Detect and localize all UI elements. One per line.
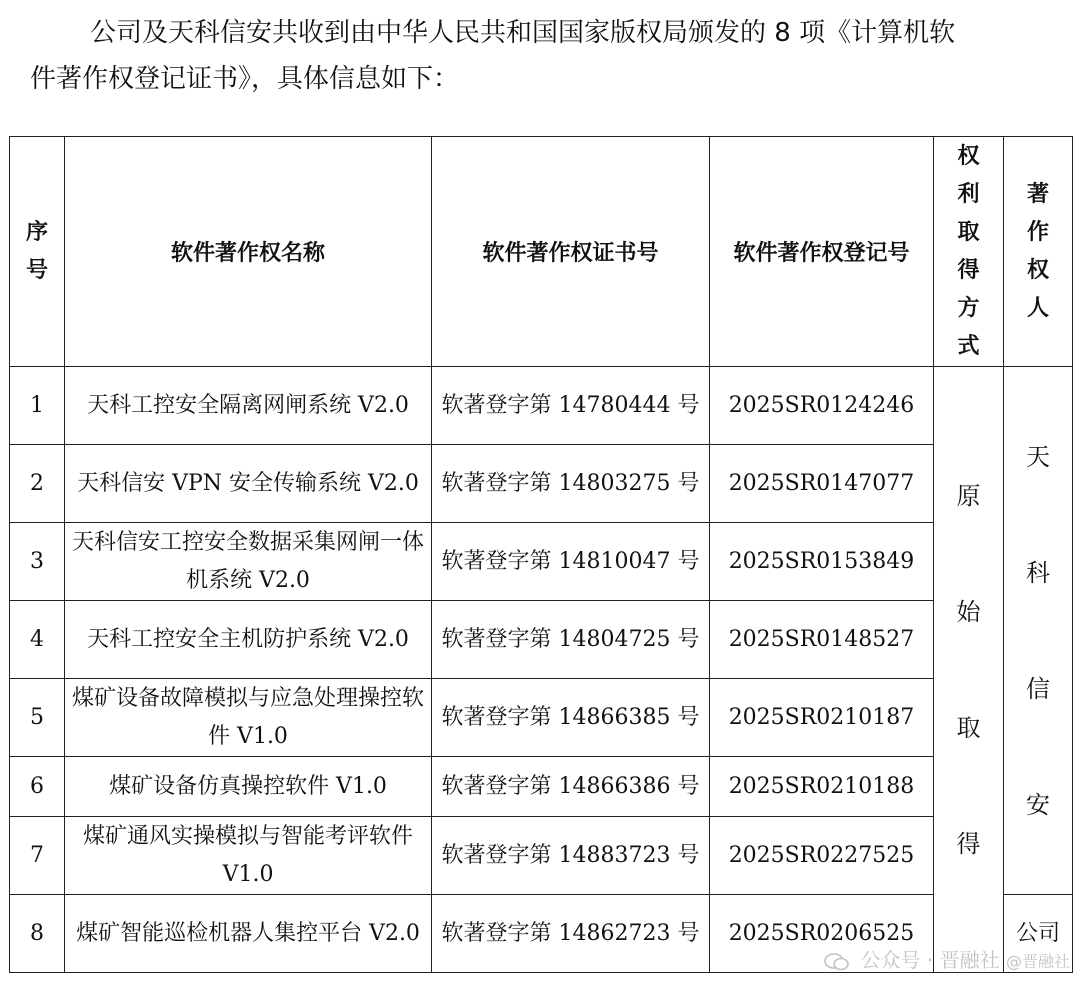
header-owner: 著 作 权 人	[1004, 137, 1073, 367]
header-reg-no: 软件著作权登记号	[710, 137, 934, 367]
row-cert-no: 软著登字第 14862723 号	[432, 895, 710, 973]
intro-line-2: 件著作权登记证书》，具体信息如下：	[30, 64, 460, 94]
table-row	[10, 601, 1073, 679]
row-name: 煤矿设备故障模拟与应急处理操控软件 V1.0	[65, 679, 432, 757]
row-reg-no: 2025SR0148527	[710, 601, 934, 679]
row-reg-no: 2025SR0206525	[710, 895, 934, 973]
table-header-row	[10, 137, 1073, 367]
table-row	[10, 367, 1073, 445]
table-row	[10, 445, 1073, 523]
row-index: 2	[10, 445, 65, 523]
row-index: 8	[10, 895, 65, 973]
row-reg-no: 2025SR0227525	[710, 817, 934, 895]
watermark	[824, 944, 1070, 973]
table-row	[10, 523, 1073, 601]
row-index: 3	[10, 523, 65, 601]
intro-paragraph	[30, 10, 1060, 102]
owner-cell: 天 科 信 安	[1004, 367, 1073, 895]
owner-row8-cell: 公司	[1004, 895, 1073, 973]
method-cell: 原 始 取 得	[934, 367, 1004, 973]
row-name: 天科信安 VPN 安全传输系统 V2.0	[65, 445, 432, 523]
row-cert-no: 软著登字第 14804725 号	[432, 601, 710, 679]
wechat-logo-icon	[824, 952, 850, 972]
header-cert-no: 软件著作权证书号	[432, 137, 710, 367]
row-index: 5	[10, 679, 65, 757]
table-row	[10, 679, 1073, 757]
row-cert-no: 软著登字第 14866386 号	[432, 757, 710, 817]
row-index: 1	[10, 367, 65, 445]
watermark-text-1: 公众号 · 晋融社	[860, 948, 1000, 972]
row-name: 天科信安工控安全数据采集网闸一体机系统 V2.0	[65, 523, 432, 601]
row-cert-no: 软著登字第 14810047 号	[432, 523, 710, 601]
row-name: 煤矿智能巡检机器人集控平台 V2.0	[65, 895, 432, 973]
table-row	[10, 757, 1073, 817]
header-name: 软件著作权名称	[65, 137, 432, 367]
watermark-text-2: @晋融社	[1005, 952, 1070, 971]
row-reg-no: 2025SR0210187	[710, 679, 934, 757]
row-index: 7	[10, 817, 65, 895]
row-cert-no: 软著登字第 14780444 号	[432, 367, 710, 445]
row-name: 煤矿设备仿真操控软件 V1.0	[65, 757, 432, 817]
row-cert-no: 软著登字第 14803275 号	[432, 445, 710, 523]
row-name: 煤矿通风实操模拟与智能考评软件 V1.0	[65, 817, 432, 895]
row-name: 天科工控安全主机防护系统 V2.0	[65, 601, 432, 679]
row-reg-no: 2025SR0147077	[710, 445, 934, 523]
row-index: 4	[10, 601, 65, 679]
row-cert-no: 软著登字第 14866385 号	[432, 679, 710, 757]
row-reg-no: 2025SR0153849	[710, 523, 934, 601]
row-cert-no: 软著登字第 14883723 号	[432, 817, 710, 895]
certificate-table	[9, 136, 1073, 973]
header-index: 序 号	[10, 137, 65, 367]
row-index: 6	[10, 757, 65, 817]
intro-line-1: 公司及天科信安共收到由中华人民共和国国家版权局颁发的 8 项《计算机软	[90, 18, 956, 48]
header-method: 权 利 取 得 方 式	[934, 137, 1004, 367]
row-name: 天科工控安全隔离网闸系统 V2.0	[65, 367, 432, 445]
table-row	[10, 817, 1073, 895]
row-reg-no: 2025SR0210188	[710, 757, 934, 817]
row-reg-no: 2025SR0124246	[710, 367, 934, 445]
